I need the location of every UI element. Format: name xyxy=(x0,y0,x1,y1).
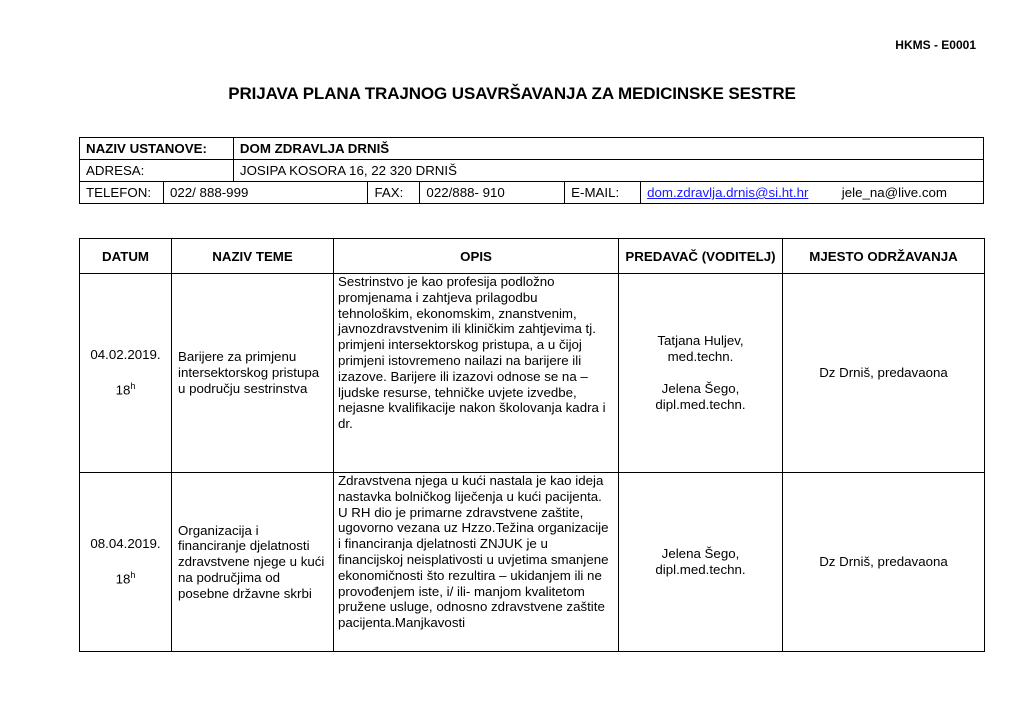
phone-label: TELEFON: xyxy=(80,182,164,204)
document-code: HKMS - E0001 xyxy=(895,38,976,52)
row-date-cell xyxy=(80,274,172,473)
row-location: Dz Drniš, predavaona xyxy=(783,274,985,473)
institution-name-value: DOM ZDRAVLJA DRNIŠ xyxy=(233,138,983,160)
institution-address-label: ADRESA: xyxy=(80,160,234,182)
email-primary-link[interactable]: dom.zdravlja.drnis@si.ht.hr xyxy=(647,185,809,200)
fax-value: 022/888- 910 xyxy=(420,182,565,204)
header-lecturer: PREDAVAČ (VODITELJ) xyxy=(619,239,783,274)
row-date: 04.02.2019. xyxy=(90,347,161,363)
institution-table xyxy=(79,137,984,204)
plan-header-row xyxy=(80,239,985,274)
lecturer-name: Jelena Šego, xyxy=(661,546,740,562)
row-topic: Barijere za primjenu intersektorskog pristupa u području sestrinstva xyxy=(172,274,334,473)
table-row xyxy=(80,274,985,473)
document-title: PRIJAVA PLANA TRAJNOG USAVRŠAVANJA ZA MEDICINSKE SESTRE xyxy=(228,84,796,103)
email-label: E-MAIL: xyxy=(565,182,641,204)
institution-address-row xyxy=(80,160,984,182)
row-topic: Organizacija i financiranje djelatnosti zdravstvene njege u kući na područjima od posebne državne skrbi xyxy=(172,473,334,652)
education-plan-table xyxy=(79,238,985,652)
row-time: 18$^h$ xyxy=(115,381,136,398)
fax-label: FAX: xyxy=(368,182,420,204)
lecturer-title: med.techn. xyxy=(667,349,734,365)
row-time: 18$^h$ xyxy=(115,570,136,587)
lecturer-title: dipl.med.techn. xyxy=(655,562,746,577)
institution-address-value: JOSIPA KOSORA 16, 22 320 DRNIŠ xyxy=(233,160,983,182)
table-row xyxy=(80,473,985,652)
institution-contact-row xyxy=(80,182,984,204)
header-description: OPIS xyxy=(334,239,619,274)
header-location: MJESTO ODRŽAVANJA xyxy=(783,239,985,274)
row-location: Dz Drniš, predavaona xyxy=(783,473,985,652)
email-values xyxy=(641,182,984,204)
institution-name-label: NAZIV USTANOVE: xyxy=(80,138,234,160)
row-description: Sestrinstvo je kao profesija podložno promjenama i zahtjeva prilagodbu tehnološkim, ekonomskim, znanstvenim, javnozdravstvenim ili kliničkim zahtjevima tj. primjeni intersektorskog pristupa, a u čijoj primjeni istovremeno nailazi na barijere ili izazove. Barijere ili izazovi odnose se na – ljudske resurse, tehničke uvjete izvedbe, nejasne kvalifikacije nakon školovanja kadra i dr. xyxy=(334,274,619,473)
header-date: DATUM xyxy=(80,239,172,274)
email-secondary: jele_na@live.com xyxy=(841,185,947,200)
row-lecturer-cell xyxy=(619,274,783,473)
row-date: 08.04.2019. xyxy=(90,536,161,552)
lecturer-name: Tatjana Huljev, xyxy=(657,333,744,349)
lecturer-title: dipl.med.techn. xyxy=(655,396,746,412)
lecturer-name: Jelena Šego, xyxy=(661,381,740,396)
row-date-cell xyxy=(80,473,172,652)
header-topic: NAZIV TEME xyxy=(172,239,334,274)
row-description: Zdravstvena njega u kući nastala je kao ideja nastavka bolničkog liječenja u kući pacijenta. U RH dio je primarne zdravstvene zaštite, ugovorno vezana uz Hzzo.Težina organizacije i financiranja djelatnosti ZNJUK je u financijskoj neisplativosti u uvjetima smanjene ekonomičnosti što rezultira – ukidanjem ili ne provođenjem iste, i/ ili- manjom kvalitetom pružene usluge, odnosno zdravstvene zaštite pacijenta.Manjkavosti xyxy=(338,473,609,631)
row-description-cell xyxy=(334,473,619,652)
row-lecturer-cell xyxy=(619,473,783,652)
phone-value: 022/ 888-999 xyxy=(163,182,367,204)
institution-name-row xyxy=(80,138,984,160)
